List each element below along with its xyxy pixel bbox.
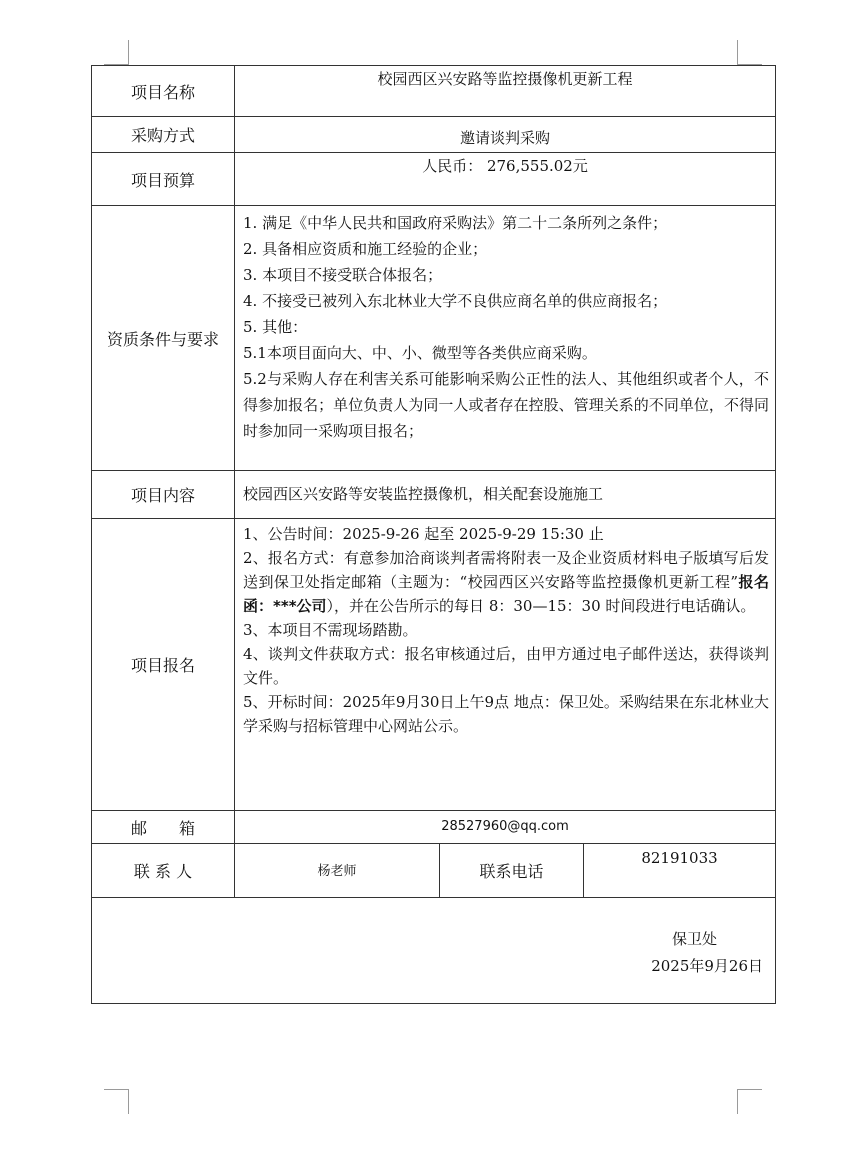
qualification-item-2: 2. 具备相应资质和施工经验的企业； [243,240,488,258]
issue-date: 2025年9月26日 [651,957,764,975]
phone-value: 82191033 [584,844,776,898]
email-label: 邮 箱 [92,811,235,844]
qualification-label: 资质条件与要求 [92,206,235,471]
contact-value: 杨老师 [235,844,440,898]
phone-label: 联系电话 [440,844,584,898]
registration-item-2 [243,546,769,618]
qualification-item-3: 3. 本项目不接受联合体报名； [243,266,443,284]
row-project-name [92,66,776,117]
qualification-item-4: 4. 不接受已被列入东北林业大学不良供应商名单的供应商报名； [243,292,668,310]
crop-mark-top-right [737,40,762,65]
row-qualification [92,206,776,471]
crop-mark-top-left [104,40,129,65]
qualification-item-5-2: 5.2与采购人存在利害关系可能影响采购公正性的法人、其他组织或者个人，不得参加报名；单位负责人为同一人或者存在控股、管理关系的不同单位，不得同时参加同一采购项目报名； [243,370,770,440]
row-signature [92,898,776,1004]
content-label: 项目内容 [92,471,235,519]
qualification-item-1: 1. 满足《中华人民共和国政府采购法》第二十二条所列之条件； [243,214,668,232]
contact-label: 联 系 人 [92,844,235,898]
qualification-item-5-1: 5.1本项目面向大、中、小、微型等各类供应商采购。 [243,344,597,362]
qualification-list [235,206,776,471]
content-value: 校园西区兴安路等安装监控摄像机，相关配套设施施工 [235,471,776,519]
row-email [92,811,776,844]
registration-item-2-bold: 报名函：***公司 [243,573,770,615]
row-budget [92,153,776,206]
registration-item-4: 4、谈判文件获取方式：报名审核通过后，由甲方通过电子邮件送达，获得谈判文件。 [243,645,770,687]
registration-item-2-text-b: ），并在公告所示的每日 8：30—15：30 时间段进行电话确认。 [326,597,756,615]
registration-item-1: 1、公告时间：2025-9-26 起至 2025-9-29 15:30 止 [243,525,604,543]
procurement-notice-table [91,65,776,1004]
signature-block [92,898,776,1004]
row-contact [92,844,776,898]
registration-item-3: 3、本项目不需现场踏勘。 [243,621,418,639]
budget-label: 项目预算 [92,153,235,206]
registration-item-2-text-a: 2、报名方式：有意参加洽商谈判者需将附表一及企业资质材料电子版填写后发送到保卫处指定邮箱（主题为：“校园西区兴安路等监控摄像机更新工程” [243,549,770,591]
registration-label: 项目报名 [92,519,235,811]
project-name-value: 校园西区兴安路等监控摄像机更新工程 [235,66,776,117]
registration-list [235,519,776,811]
issuer: 保卫处 [672,930,718,948]
email-value: 28527960@qq.com [235,811,776,844]
crop-mark-bottom-left [104,1089,129,1114]
row-registration [92,519,776,811]
purchase-method-label: 采购方式 [92,117,235,153]
qualification-item-5: 5. 其他： [243,318,308,336]
registration-item-5: 5、开标时间：2025年9月30日上午9点 地点：保卫处。采购结果在东北林业大学采购与招标管理中心网站公示。 [243,693,770,735]
row-content [92,471,776,519]
budget-value: 人民币： 276,555.02元 [235,153,776,206]
row-purchase-method [92,117,776,153]
crop-mark-bottom-right [737,1089,762,1114]
purchase-method-value: 邀请谈判采购 [235,117,776,153]
project-name-label: 项目名称 [92,66,235,117]
